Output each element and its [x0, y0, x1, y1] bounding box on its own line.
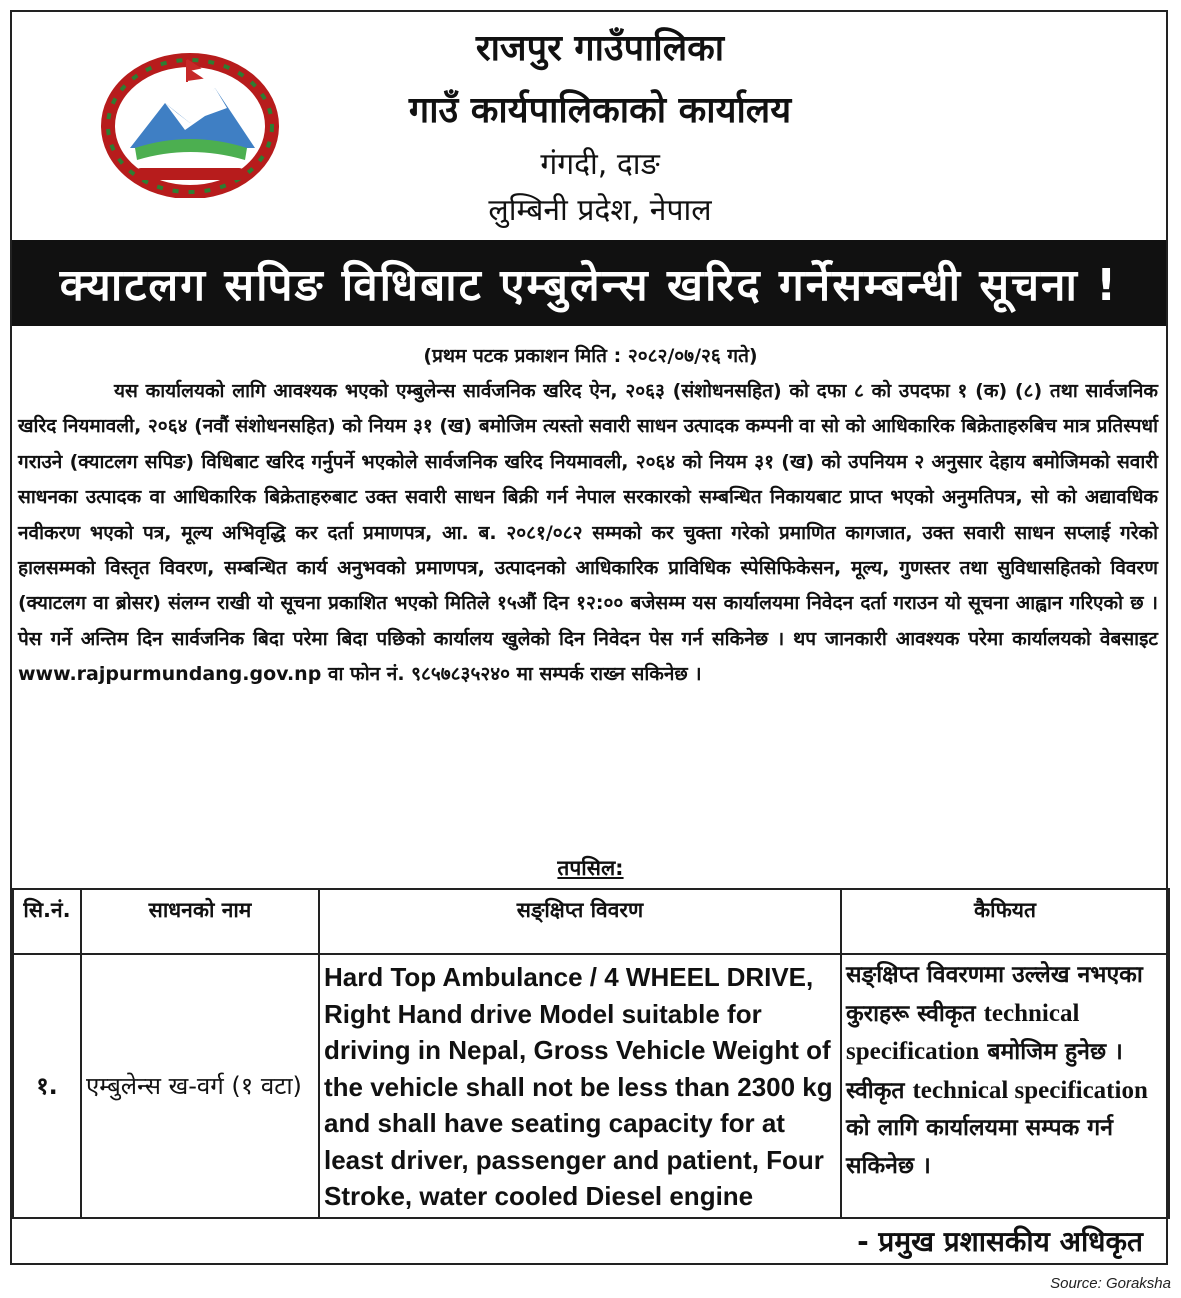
specification-table [12, 888, 1170, 1219]
row-description: Hard Top Ambulance / 4 WHEEL DRIVE, Right Hand drive Model suitable for driving in Nepal, Gross Vehicle Weight of the vehicle shall not be less than 2300 kg and shall have seating capacity for at least driver, passenger and patient, Four Stroke, water cooled Diesel engine [319, 954, 841, 1218]
office-name: गाउँ कार्यपालिकाको कार्यालय [408, 90, 792, 131]
row-serial: १. [13, 954, 81, 1218]
signature-designation: - प्रमुख प्रशासकीय अधिकृत [857, 1225, 1143, 1258]
header-serial: सि.नं. [13, 889, 81, 954]
table-header-row [13, 889, 1169, 954]
notice-contact: वा फोन नं. ९८५७८३५२४० मा सम्पर्क राख्न सकिनेछ । [327, 663, 702, 686]
table-title: तपसिल: [557, 856, 624, 880]
header-item-name: साधनको नाम [81, 889, 319, 954]
province-country: लुम्बिनी प्रदेश, नेपाल [488, 193, 712, 228]
office-location: गंगदी, दाङ [540, 147, 660, 182]
remark-part: सङ्क्षिप्त विवरणमा उल्लेख नभएका कुराहरू स्वीकृत [846, 962, 1143, 1027]
row-item-name: एम्बुलेन्स ख-वर्ग (१ वटा) [81, 954, 319, 1218]
table-row [13, 954, 1169, 1218]
municipality-name: राजपुर गाउँपालिका [475, 28, 725, 69]
header-remarks: कैफियत [841, 889, 1169, 954]
remark-part: technical specification [846, 999, 1080, 1065]
source-credit: Source: Goraksha [1050, 1275, 1171, 1292]
row-remarks [841, 954, 1169, 1218]
notice-paragraph: यस कार्यालयको लागि आवश्यक भएको एम्बुलेन्स सार्वजनिक खरिद ऐन, २०६३ (संशोधनसहित) को दफा ८ को उपदफा १ (क) (८) तथा सार्वजनिक खरिद नियमावली, २०६४ (नवौं संशोधनसहित) को नियम ३१ (ख) बमोजिम त्यस्तो सवारी साधन उत्पादक कम्पनी वा सो को आधिकारिक बिक्रेताहरुबिच मात्र प्रतिस्पर्धा गराउने (क्याटलग सपिङ) विधिबाट खरिद गर्नुपर्ने भएकोले सार्वजनिक खरिद नियमावली, २०६४ को नियम ३१ (ख) को उपनियम २ अनुसार देहाय बमोजिमको सवारी साधनका उत्पादक वा आधिकारिक बिक्रेताहरुबाट उक्त सवारी साधन बिक्री गर्न नेपाल सरकारको सम्बन्धित निकायबाट प्राप्त भएको अनुमतिपत्र, सो को अद्यावधिक नवीकरण भएको पत्र, मूल्य अभिवृद्धि कर दर्ता प्रमाणपत्र, आ. ब. २०८१/०८२ सम्मको कर चुक्ता गरेको प्रमाणित कागजात, उक्त सवारी साधन सप्लाई गरेको हालसम्मको विस्तृत विवरण, सम्बन्धित कार्य अनुभवको प्रमाणपत्र, उत्पादनको आधिकारिक प्राविधिक स्पेसिफिकेसन, मूल्य, गुणस्तर तथा सुविधासहितको विवरण (क्याटलग वा ब्रोसर) संलग्न राखी यो सूचना प्रकाशित भएको मितिले १५औं दिन १२:०० बजेसम्म यस कार्यालयमा निवेदन दर्ता गराउन यो सूचना आह्वान गरिएको छ । पेस गर्ने अन्तिम दिन सार्वजनिक बिदा परेमा बिदा पछिको कार्यालय खुलेको दिन निवेदन पेस गर्न सकिनेछ । थप जानकारी आवश्यक परेमा कार्यालयको वेबसाइट [18, 380, 1158, 650]
notice-title-banner: क्याटलग सपिङ विधिबाट एम्बुलेन्स खरिद गर्नेसम्बन्धी सूचना ! [12, 240, 1166, 326]
nepal-emblem-icon [95, 48, 285, 198]
remark-part: को लागि कार्यालयमा सम्पक गर्न सकिनेछ । [846, 1115, 1113, 1179]
publication-date: (प्रथम पटक प्रकाशन मिति : २०८२/०७/२६ गते) [423, 345, 758, 367]
website-link[interactable]: www.rajpurmundang.gov.np [18, 663, 322, 686]
remark-part: technical specification [912, 1076, 1148, 1104]
header-description: सङ्क्षिप्त विवरण [319, 889, 841, 954]
notice-body [18, 374, 1158, 693]
remark-part: बमोजिम हुनेछ । स्वीकृत [846, 1039, 1123, 1104]
